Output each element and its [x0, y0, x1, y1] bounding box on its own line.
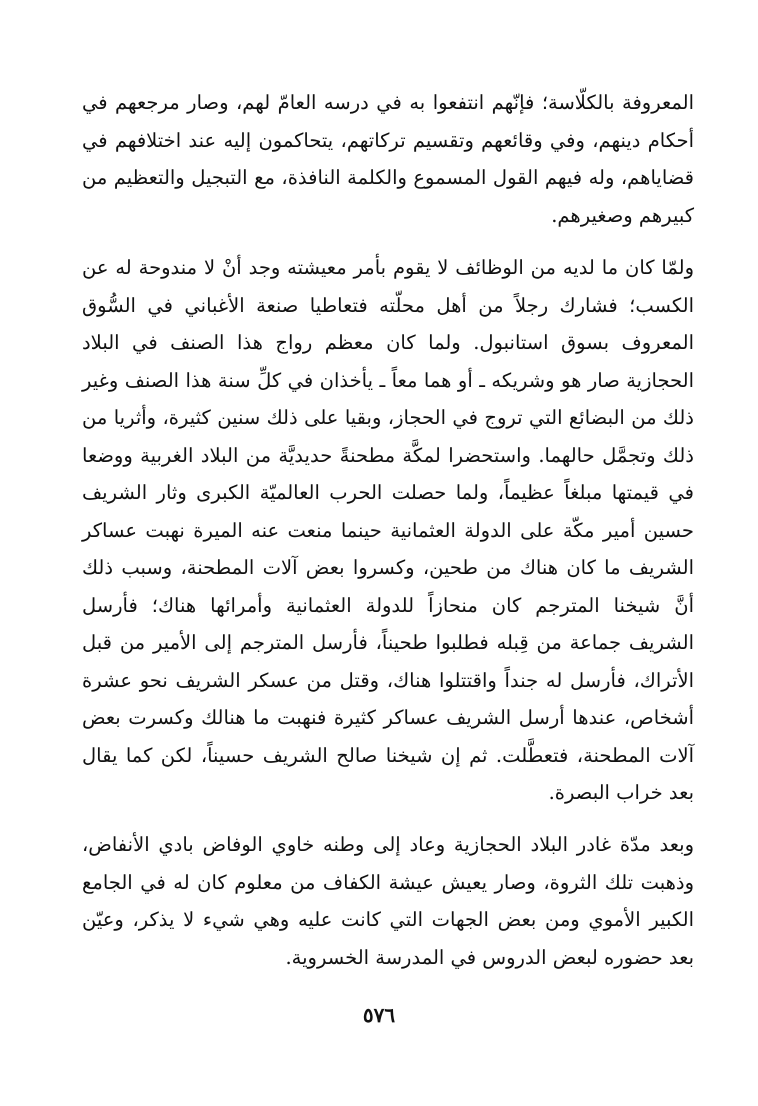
paragraph-1 [82, 84, 694, 234]
paragraph-3 [82, 826, 694, 976]
paragraph-text: وبعد مدّة غادر البلاد الحجازية وعاد إلى وطنه خاوي الوفاض بادي الأنفاض، وذهبت تلك الثروة، وصار يعيش عيشة الكفاف من معلوم كان له في الجامع الكبير الأموي ومن بعض الجهات التي كانت عليه وهي شيء لا يذكر، وعيّن بعد حضوره لبعض الدروس في المدرسة الخسروية. [82, 833, 694, 969]
paragraph-2 [82, 249, 694, 812]
page-number: ٥٧٦ [362, 1003, 396, 1027]
paragraph-text: المعروفة بالكلّاسة؛ فإنّهم انتفعوا به في درسه العامّ لهم، وصار مرجعهم في أحكام دينهم، وفي وقائعهم وتقسيم تركاتهم، يتحاكمون إليه عند اختلافهم في قضاياهم، وله فيهم القول المسموع والكلمة النافذة، مع التبجيل والتعظيم من كبيرهم وصغيرهم. [82, 91, 694, 227]
paragraph-text: ولمّا كان ما لديه من الوظائف لا يقوم بأمر معيشته وجد أنْ لا مندوحة له عن الكسب؛ فشارك رجلاً من أهل محلّته فتعاطيا صنعة الأغباني في السُّوق المعروف بسوق استانبول. ولما كان معظم رواج هذا الصنف في البلاد الحجازية صار هو وشريكه ـ أو هما معاً ـ يأخذان في كلِّ سنة هذا الصنف وغير ذلك من البضائع التي تروج في الحجاز، وبقيا على ذلك سنين كثيرة، وأثريا من ذلك وتجمَّل حالهما. واستحضرا لمكَّة مطحنةً حديديَّة من البلاد الغربية ووضعا في قيمتها مبلغاً عظيماً، ولما حصلت الحرب العالميّة الكبرى وثار الشريف حسين أمير مكّة على الدولة العثمانية حينما منعت عنه الميرة نهبت عساكر الشريف ما كان هناك من طحين، وكسروا بعض آلات المطحنة، وسبب ذلك أنَّ شيخنا المترجم كان منحازاً للدولة العثمانية وأمرائها هناك؛ فأرسل الشريف جماعة من قِبله فطلبوا طحيناً، فأرسل المترجم إلى الأمير من قبل الأتراك، فأرسل له جنداً واقتتلوا هناك، وقتل من عسكر الشريف نحو عشرة أشخاص، عندها أرسل الشريف عساكر كثيرة فنهبت ما هنالك وكسرت بعض آلات المطحنة، فتعطَّلت. ثم إن شيخنا صالح الشريف حسيناً، لكن كما يقال بعد خراب البصرة. [82, 256, 694, 804]
